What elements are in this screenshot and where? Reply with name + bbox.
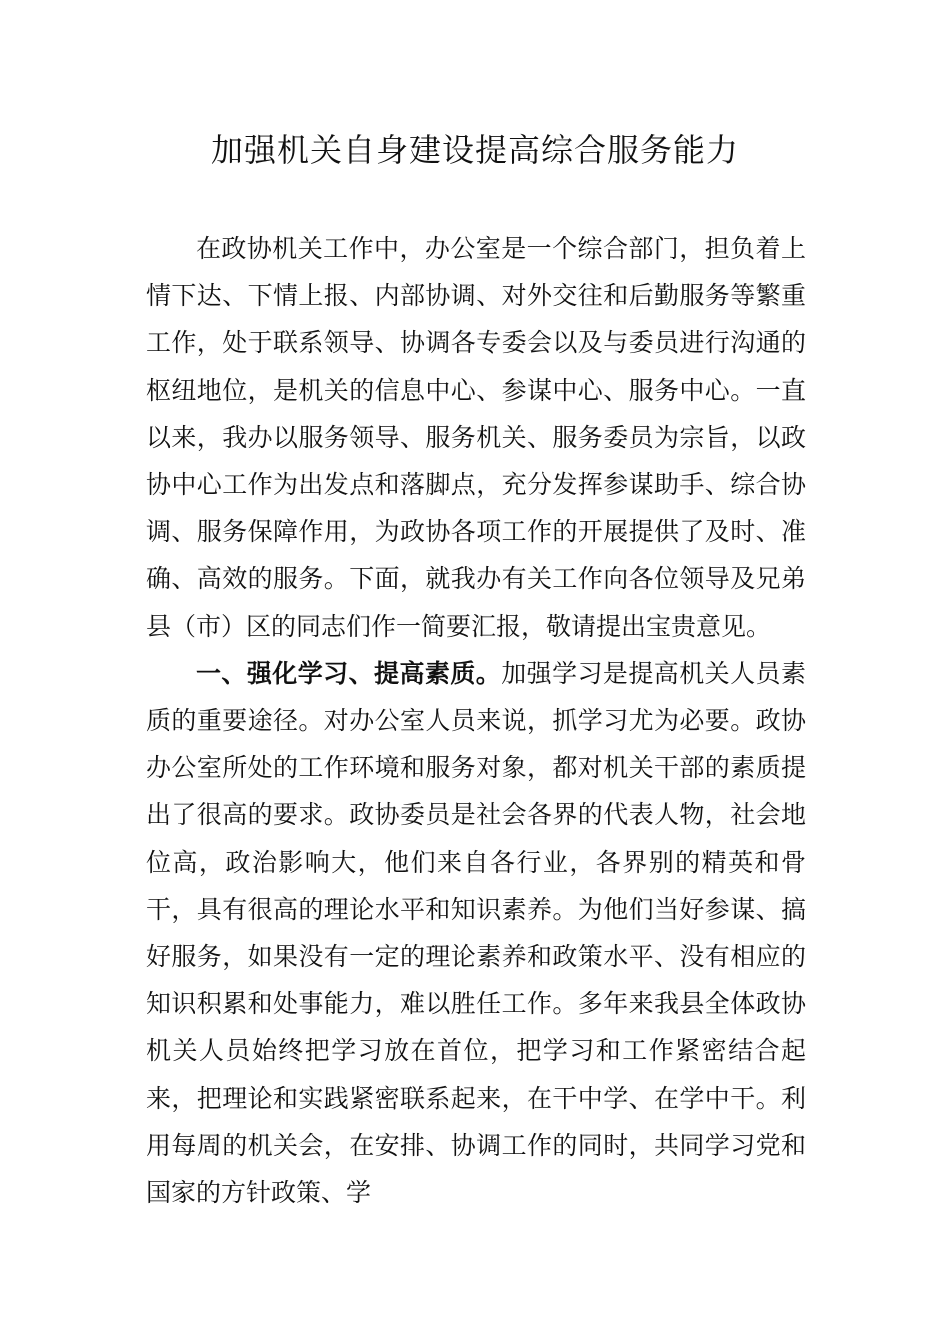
intro-paragraph: 在政协机关工作中，办公室是一个综合部门，担负着上情下达、下情上报、内部协调、对外交往和后勤服务等繁重工作，处于联系领导、协调各专委会以及与委员进行沟通的枢纽地位，是机关的信息中心、参谋中心、服务中心。一直以来，我办以服务领导、服务机关、服务委员为宗旨，以政协中心工作为出发点和落脚点，充分发挥参谋助手、综合协调、服务保障作用，为政协各项工作的开展提供了及时、准确、高效的服务。下面，就我办有关工作向各位领导及兄弟县（市）区的同志们作一简要汇报，敬请提出宝贵意见。 <box>146 234 806 641</box>
section-1-text: 加强学习是提高机关人员素质的重要途径。对办公室人员来说，抓学习尤为必要。政协办公室所处的工作环境和服务对象，都对机关干部的素质提出了很高的要求。政协委员是社会各界的代表人物，社会地位高，政治影响大，他们来自各行业，各界别的精英和骨干，具有很高的理论水平和知识素养。为他们当好参谋、搞好服务，如果没有一定的理论素养和政策水平、没有相应的知识积累和处事能力，难以胜任工作。多年来我县全体政协机关人员始终把学习放在首位，把学习和工作紧密结合起来，把理论和实践紧密联系起来，在干中学、在学中干。利用每周的机关会，在安排、协调工作的同时，共同学习党和国家的方针政策、学 <box>146 658 806 1208</box>
section-1-paragraph <box>146 650 806 1216</box>
document-body <box>146 225 806 1216</box>
section-1-heading: 一、强化学习、提高素质。 <box>196 658 502 688</box>
document-title: 加强机关自身建设提高综合服务能力 <box>210 131 739 169</box>
